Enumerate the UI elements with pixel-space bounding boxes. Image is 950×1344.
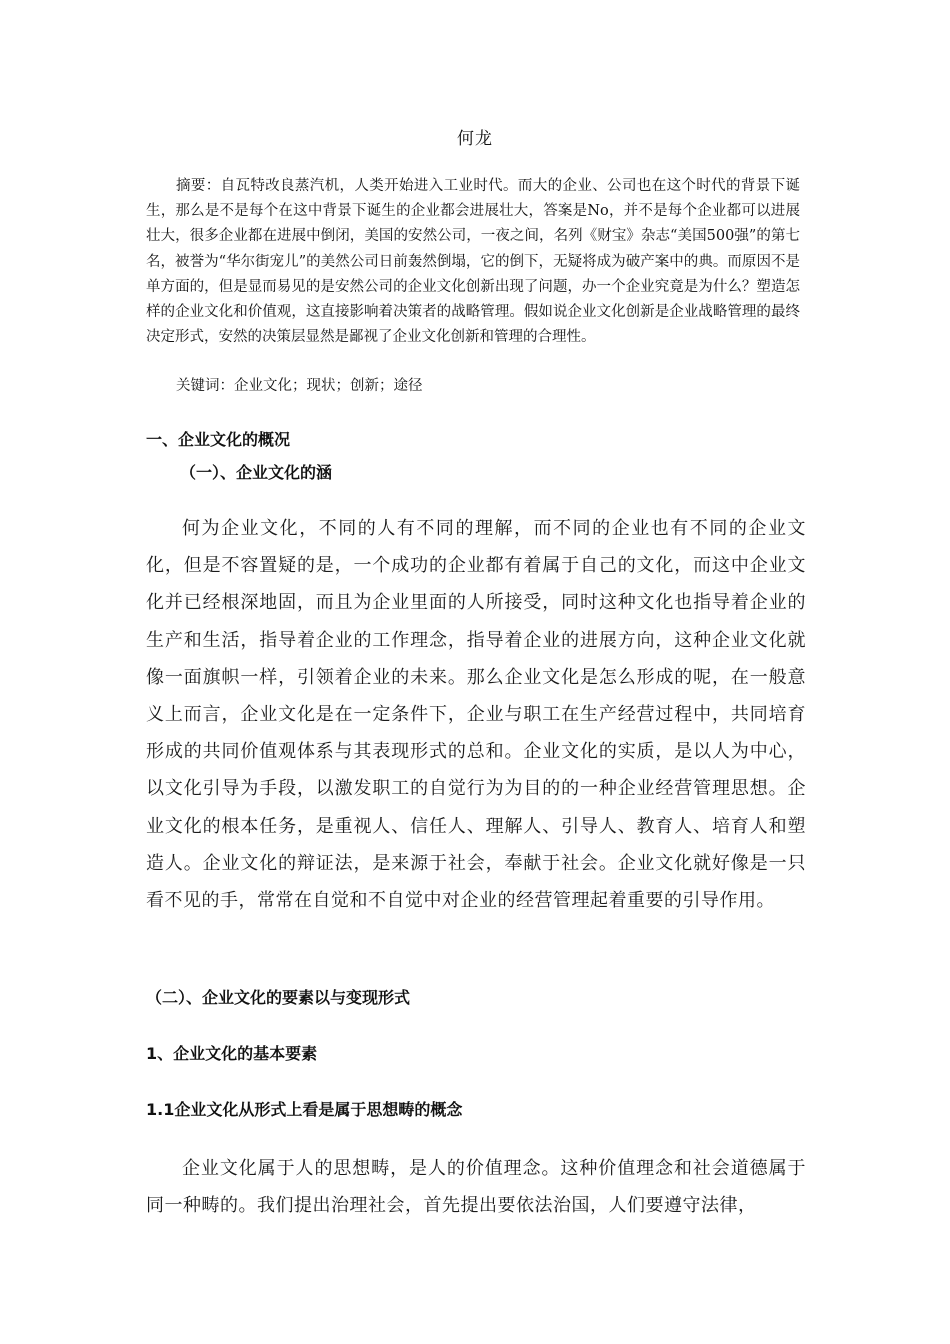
section-heading-1: 一、企业文化的概况 [146, 430, 291, 449]
heading-1-2-1-1: 1.1企业文化从形式上看是属于思想畴的概念 [146, 1100, 463, 1119]
paragraph-text: 企业文化属于人的思想畴，是人的价值理念。这种价值理念和社会道德属于同一种畴的。我们提出治理社会，首先提出要依法治国，人们要遵守法律， [146, 1158, 806, 1217]
author-name: 何龙 [457, 129, 493, 149]
subsection-heading-1-1: （一）、企业文化的涵 [180, 463, 333, 482]
paragraph-text: 何为企业文化，不同的人有不同的理解，而不同的企业也有不同的企业文化，但是不容置疑的是，一个成功的企业都有着属于自己的文化，而这中企业文化并已经根深地固，而且为企业里面的人所接受，同时这种文化也指导着企业的生产和生活，指导着企业的工作理念，指导着企业的进展方向，这种企业文化就像一面旗帜一样，引领着企业的未来。那么企业文化是怎么形成的呢，在一般意义上而言，企业文化是在一定条件下，企业与职工在生产经营过程中，共同培育形成的共同价值观体系与其表现形式的总和。企业文化的实质，是以人为中心，以文化引导为手段，以激发职工的自觉行为为目的的一种企业经营管理思想。企业文化的根本任务，是重视人、信任人、理解人、引导人、教育人、培育人和塑造人。企业文化的辩证法，是来源于社会，奉献于社会。企业文化就好像是一只看不见的手，常常在自觉和不自觉中对企业的经营管理起着重要的引导作用。 [146, 518, 806, 912]
body-paragraph-1 [146, 510, 806, 919]
abstract-block [146, 174, 800, 350]
subsection-heading-1-2: （二）、企业文化的要素以与变现形式 [146, 988, 411, 1007]
keywords-line: 关键词：企业文化；现状；创新；途径 [176, 378, 423, 394]
body-paragraph-2 [146, 1150, 806, 1224]
abstract-text: 摘要：自瓦特改良蒸汽机，人类开始进入工业时代。而大的企业、公司也在这个时代的背景下诞生，那么是不是每个在这中背景下诞生的企业都会进展壮大，答案是No，并不是每个企业都可以进展壮大，很多企业都在进展中倒闭，美国的安然公司，一夜之间，名列《财宝》杂志“美国500强”的第七名，被誉为“华尔街宠儿”的美然公司日前轰然倒塌，它的倒下，无疑将成为破产案中的典。而原因不是单方面的，但是显而易见的是安然公司的企业文化创新出现了问题，办一个企业究竟是为什么？塑造怎样的企业文化和价值观，这直接影响着决策者的战略管理。假如说企业文化创新是企业战略管理的最终决定形式，安然的决策层显然是鄙视了企业文化创新和管理的合理性。 [146, 178, 800, 346]
heading-1-2-1: 1、企业文化的基本要素 [146, 1044, 318, 1063]
